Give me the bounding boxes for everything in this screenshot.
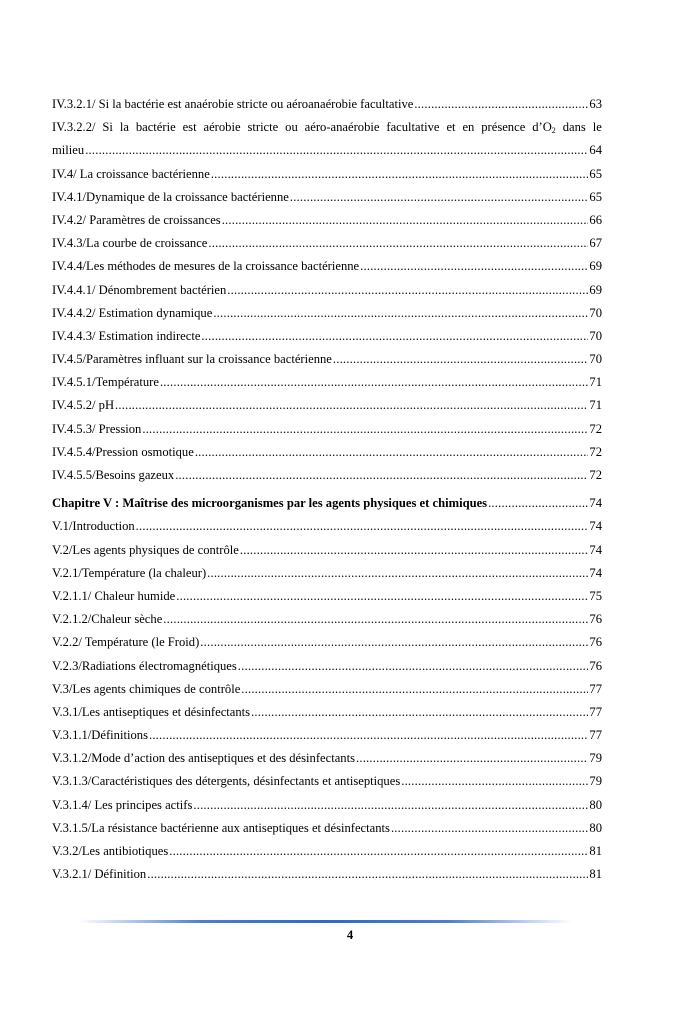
toc-entry[interactable]: IV.4.2/ Paramètres de croissances ..... 66	[52, 212, 602, 235]
toc-entry-label-line1: IV.3.2.2/ Si la bactérie est aérobie stricte ou aéro-anaérobie facultative et en présence $d’O_2$ dans le	[52, 119, 602, 139]
leader-dots	[163, 611, 588, 627]
leader-dots	[241, 681, 588, 697]
leader-dots	[115, 397, 588, 413]
toc-entry[interactable]: V.3.1.3/Caractéristiques des détergents, désinfectants et antiseptiques ..... 79	[52, 773, 602, 796]
toc-entry[interactable]: V.3/Les agents chimiques de contrôle ..... 77	[52, 681, 602, 704]
leader-dots	[488, 495, 588, 511]
toc-entry[interactable]: V.3.1.4/ Les principes actifs ..... 80	[52, 797, 602, 820]
toc-entry[interactable]: IV.4.5/Paramètres influant sur la croissance bactérienne ..... 70	[52, 351, 602, 374]
leader-dots	[213, 305, 588, 321]
leader-dots	[136, 518, 589, 534]
toc-entry-wrapped-line2[interactable]: milieu ..... 64	[52, 142, 602, 165]
leader-dots	[160, 374, 588, 390]
toc-entry[interactable]: V.1/Introduction ..... 74	[52, 518, 602, 541]
toc-entry[interactable]: V.2.1/Température (la chaleur) ..... 74	[52, 565, 602, 588]
leader-dots	[175, 467, 588, 483]
toc-entry[interactable]: IV.4.3/La courbe de croissance ..... 67	[52, 235, 602, 258]
leader-dots	[391, 820, 588, 836]
leader-dots	[200, 634, 588, 650]
toc-entry[interactable]: IV.4.4.3/ Estimation indirecte ..... 70	[52, 328, 602, 351]
page-number: 4	[346, 928, 354, 942]
leader-dots	[176, 588, 588, 604]
leader-dots	[169, 843, 588, 859]
toc-entry[interactable]: IV.4.1/Dynamique de la croissance bactérienne ..... 65	[52, 189, 602, 212]
leader-dots	[207, 565, 588, 581]
toc-entry[interactable]: IV.3.2.1/ Si la bactérie est anaérobie stricte ou aéroanaérobie facultative ..... 63	[52, 96, 602, 119]
leader-dots	[401, 773, 588, 789]
toc-entry[interactable]: V.3.2.1/ Définition ..... 81	[52, 866, 602, 889]
leader-dots	[85, 142, 588, 158]
toc-entry[interactable]: IV.4.4.2/ Estimation dynamique ..... 70	[52, 305, 602, 328]
toc-chapter-heading[interactable]: Chapitre V : Maîtrise des microorganismes par les agents physiques et chimiques ..... 74	[52, 495, 602, 518]
leader-dots	[211, 166, 589, 182]
leader-dots	[142, 421, 588, 437]
leader-dots	[333, 351, 589, 367]
leader-dots	[193, 797, 588, 813]
leader-dots	[201, 328, 588, 344]
leader-dots	[238, 658, 589, 674]
toc-entry[interactable]: IV.4.4.1/ Dénombrement bactérien ..... 69	[52, 282, 602, 305]
toc-entry[interactable]: V.2.1.1/ Chaleur humide ..... 75	[52, 588, 602, 611]
toc-entry[interactable]: V.3.1.1/Définitions ..... 77	[52, 727, 602, 750]
toc-entry[interactable]: IV.4.5.1/Température ..... 71	[52, 374, 602, 397]
leader-dots	[222, 212, 589, 228]
leader-dots	[356, 750, 588, 766]
toc-entry[interactable]: V.2.2/ Température (le Froid) ..... 76	[52, 634, 602, 657]
leader-dots	[227, 282, 588, 298]
toc-entry[interactable]: IV.4.5.4/Pression osmotique ..... 72	[52, 444, 602, 467]
leader-dots	[195, 444, 589, 460]
o2-term: $d’O_2$	[532, 120, 556, 136]
leader-dots	[240, 542, 589, 558]
leader-dots	[147, 866, 588, 882]
toc-entry[interactable]: V.3.1/Les antiseptiques et désinfectants ..... 77	[52, 704, 602, 727]
toc-entry[interactable]: IV.4.5.5/Besoins gazeux ..... 72	[52, 467, 602, 490]
toc-entry[interactable]: IV.4/ La croissance bactérienne ..... 65	[52, 166, 602, 189]
leader-dots	[414, 96, 588, 112]
leader-dots	[208, 235, 588, 251]
footer-divider	[78, 920, 572, 923]
leader-dots	[360, 258, 588, 274]
leader-dots	[251, 704, 588, 720]
toc-entry[interactable]: V.3.1.2/Mode d’action des antiseptiques et des désinfectants ..... 79	[52, 750, 602, 773]
toc-entry[interactable]: V.2.1.2/Chaleur sèche ..... 76	[52, 611, 602, 634]
leader-dots	[290, 189, 589, 205]
toc-entry[interactable]: V.3.1.5/La résistance bactérienne aux antiseptiques et désinfectants ..... 80	[52, 820, 602, 843]
toc-entry[interactable]: V.2/Les agents physiques de contrôle ..... 74	[52, 542, 602, 565]
leader-dots	[149, 727, 588, 743]
table-of-contents	[52, 96, 602, 889]
toc-entry[interactable]: V.3.2/Les antibiotiques ..... 81	[52, 843, 602, 866]
toc-entry[interactable]: V.2.3/Radiations électromagnétiques ..... 76	[52, 658, 602, 681]
toc-entry[interactable]: IV.4.5.2/ pH ..... 71	[52, 397, 602, 420]
toc-entry-wrapped-line1[interactable]	[52, 119, 602, 142]
toc-entry[interactable]: IV.4.5.3/ Pression ..... 72	[52, 421, 602, 444]
toc-entry[interactable]: IV.4.4/Les méthodes de mesures de la croissance bactérienne ..... 69	[52, 258, 602, 281]
